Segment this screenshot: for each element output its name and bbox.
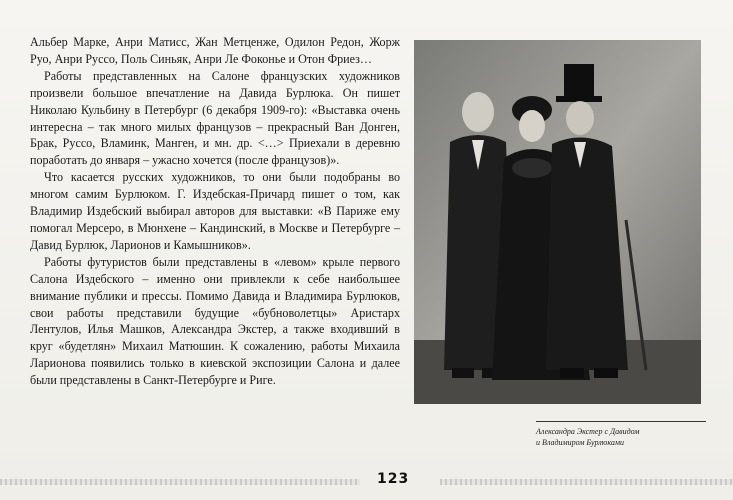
paragraph-1: Альбер Марке, Анри Матисс, Жан Метценже, Одилон Редон, Жорж Руо, Анри Руссо, Поль Синьяк, Анри Ле Фоконье и Отон Фриез… [30,35,400,66]
footer-decor-right [440,479,733,485]
caption-line-2: и Владимиром Бурлюками [536,438,624,447]
body-text-column [30,34,400,389]
caption-line-1: Александра Экстер с Давидом [536,427,640,436]
footer-decor-left [0,479,360,485]
paragraph-3: Что касается русских художников, то они были подобраны во многом самим Бурлюком. Г. Издебская-Причард пишет о том, как Владимир Издебский выбирал авторов для выставки: «В Париже ему помогал Мерсеро, в Мюнхене – Кандинский, в Москве и Петербурге – Давид Бурлюк, Ларионов и Камышников». [30,170,400,252]
page-number: 123 [377,471,410,487]
paragraph-4: Работы футуристов были представлены в «левом» крыле первого Салона Издебского – именно они привлекли к себе наибольшее внимание публики и прессы. Помимо Давида и Владимира Бурлюков, свои работы представили будущие «бубноволетцы» Аристарх Лентулов, Илья Машков, Александра Экстер, а также входивший в круг «будетлян» Михаил Матюшин. К сожалению, работы Михаила Ларионова появились только в киевской экспозиции Салона и далее были представлены в Санкт-Петербурге и Риге. [30,254,400,388]
historical-photo [414,40,701,404]
photo-caption [536,421,706,448]
paragraph-2: Работы представленных на Салоне французских художников произвели большое впечатление на Давида Бурлюка. Он пишет Николаю Кульбину в Петербург (6 декабря 1909-го): «Выставка очень интересна – так много милых французов – прекрасный Ван Донген, Брак, Руссо, Вламинк, Манген, и мн. др. <…> Приехали в деревню поработать до января – ужасно хочется (после французов)». [30,68,400,168]
